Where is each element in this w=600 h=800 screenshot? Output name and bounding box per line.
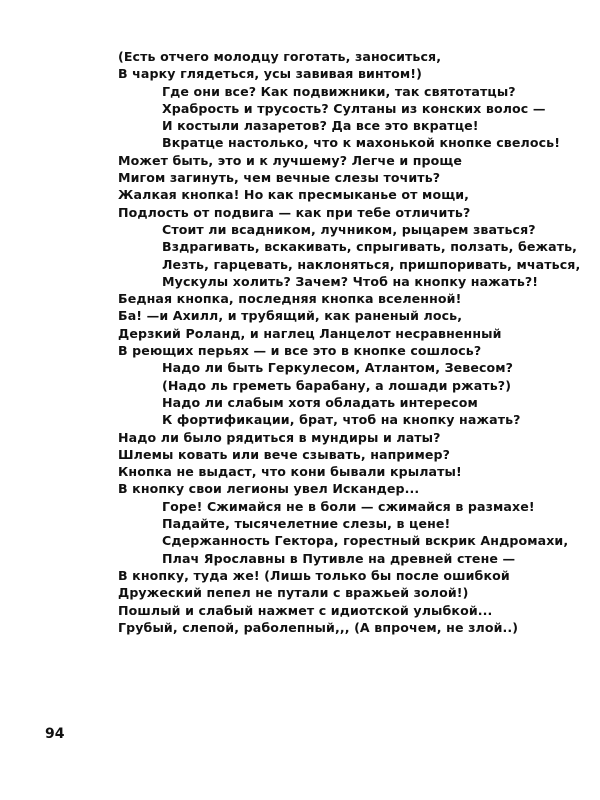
poem-text (118, 48, 580, 636)
poem-line: Падайте, тысячелетние слезы, в цене! (162, 516, 451, 532)
poem-line: Надо ли слабым хотя обладать интересом (162, 394, 478, 410)
poem-line: Плач Ярославны в Путивле на древней стене — (162, 550, 516, 566)
poem-line: В кнопку свои легионы увел Искандер... (118, 481, 420, 497)
poem-line: Бедная кнопка, последняя кнопка вселенной! (118, 291, 462, 307)
poem-line: (Надо ль греметь барабану, а лошади ржать?) (162, 377, 512, 393)
poem-line: Дерзкий Роланд, и наглец Ланцелот несравненный (118, 325, 502, 341)
poem-line: (Есть отчего молодцу гоготать, заноситься, (118, 49, 442, 64)
poem-line: В кнопку, туда же! (Лишь только бы после ошибкой (118, 567, 510, 583)
poem-line: В чарку глядеться, усы завивая винтом!) (118, 66, 423, 82)
poem-line: Может быть, это и к лучшему? Легче и проще (118, 152, 463, 168)
poem-line: Жалкая кнопка! Но как пресмыканье от мощи, (118, 187, 470, 203)
poem-line: Мускулы холить? Зачем? Чтоб на кнопку нажать?! (162, 273, 539, 289)
poem-line: Храбрость и трусость? Султаны из конских волос — (162, 100, 546, 116)
poem-line: Мигом загинуть, чем вечные слезы точить? (118, 170, 441, 186)
poem-line: Кнопка не выдаст, что кони бывали крылаты! (118, 464, 462, 480)
poem-line: В реющих перьях — и все это в кнопке сошлось? (118, 343, 482, 359)
poem-line: Вкратце настолько, что к махонькой кнопке свелось! (162, 135, 561, 151)
poem-line: Стоит ли всадником, лучником, рыцарем зваться? (162, 221, 536, 237)
poem-line: Вздрагивать, вскакивать, спрыгивать, ползать, бежать, (162, 239, 578, 255)
poem-line: Горе! Сжимайся не в боли — сжимайся в размахе! (162, 498, 535, 514)
poem-line: И костыли лазаретов? Да все это вкратце! (162, 118, 479, 134)
poem-line: Надо ли быть Геркулесом, Атлантом, Зевесом? (162, 360, 514, 376)
poem-line: Подлость от подвига — как при тебе отличить? (118, 204, 471, 220)
poem-line: Грубый, слепой, раболепный,,, (А впрочем, не злой..) (118, 619, 519, 635)
page-number: 94 (45, 726, 65, 742)
poem-line: Где они все? Как подвижники, так святотатцы? (162, 83, 516, 99)
poem-line: Шлемы ковать или вече сзывать, например? (118, 446, 451, 462)
poem-line: Лезть, гарцевать, наклоняться, пришпоривать, мчаться, (162, 256, 581, 272)
poem-line: Сдержанность Гектора, горестный вскрик Андромахи, (162, 533, 569, 549)
poem-line: К фортификации, брат, чтоб на кнопку нажать? (162, 412, 521, 428)
poem-line: Надо ли было рядиться в мундиры и латы? (118, 429, 441, 445)
poem-line: Пошлый и слабый нажмет с идиотской улыбкой... (118, 602, 493, 618)
poem-line: Дружеский пепел не путали с вражьей золой!) (118, 585, 469, 601)
poem-line: Ба! —и Ахилл, и трубящий, как раненый лось, (118, 308, 463, 324)
